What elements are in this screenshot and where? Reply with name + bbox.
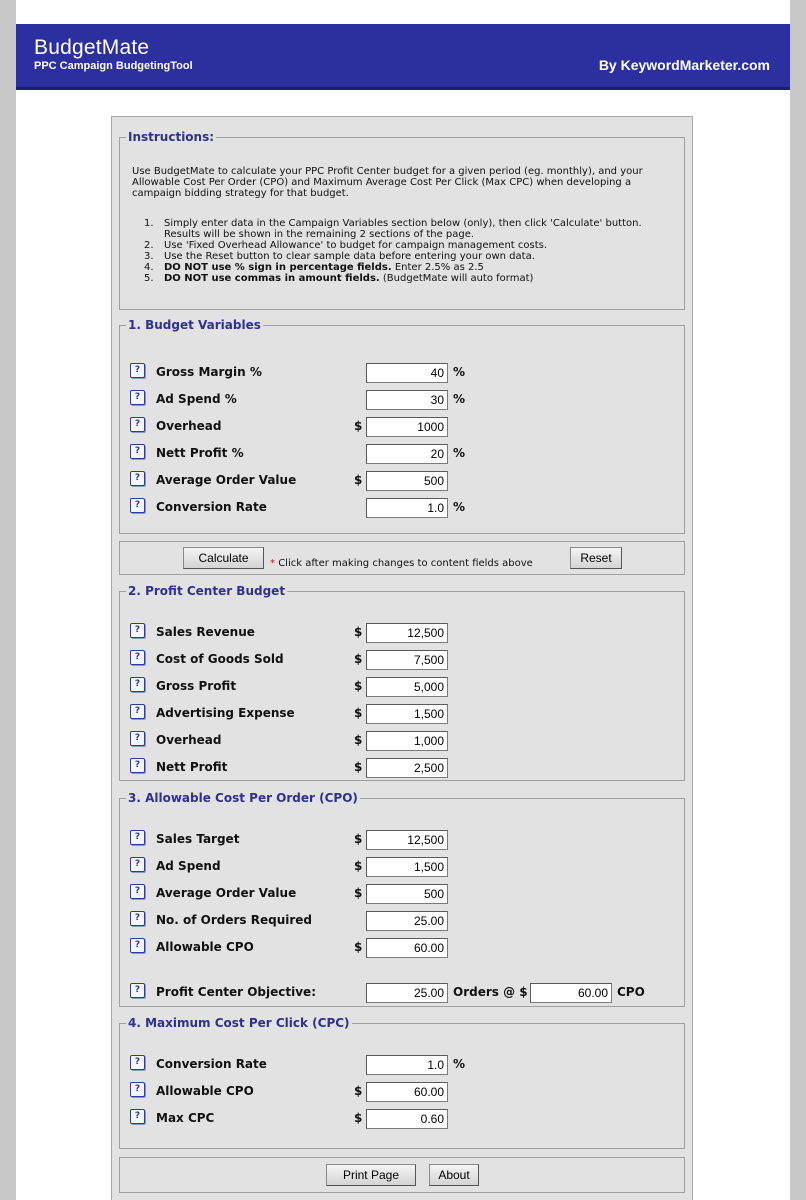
reset-button[interactable]: Reset bbox=[570, 547, 622, 569]
orders-at-label: Orders @ $ bbox=[453, 985, 528, 999]
field-label: Allowable CPO bbox=[156, 940, 254, 954]
about-button[interactable]: About bbox=[429, 1164, 479, 1186]
unit-label: % bbox=[453, 500, 466, 514]
instruction-rest: Enter 2.5% as 2.5 bbox=[391, 262, 484, 273]
conversion-rate-input[interactable] bbox=[366, 498, 448, 518]
field-row-nett-profit-result bbox=[130, 758, 670, 778]
instruction-item bbox=[144, 251, 679, 262]
instruction-text: Use 'Fixed Overhead Allowance' to budget for campaign management costs. bbox=[164, 240, 548, 251]
field-label: Average Order Value bbox=[156, 473, 297, 487]
ad-spend-input[interactable] bbox=[366, 390, 448, 410]
required-star: * bbox=[270, 558, 275, 569]
field-label: Gross Margin % bbox=[156, 365, 262, 379]
help-question-icon[interactable]: ? bbox=[130, 884, 145, 899]
field-row-nett-profit bbox=[130, 444, 670, 464]
budget-variables-legend: 1. Budget Variables bbox=[128, 318, 261, 332]
field-label: Overhead bbox=[156, 419, 222, 433]
help-question-icon[interactable]: ? bbox=[130, 1109, 145, 1124]
instruction-number: 2. bbox=[144, 240, 154, 251]
help-question-icon[interactable]: ? bbox=[130, 471, 145, 486]
objective-orders-field[interactable] bbox=[366, 983, 448, 1003]
field-row-orders-required bbox=[130, 911, 670, 931]
field-label: Nett Profit % bbox=[156, 446, 244, 460]
field-row-profit-center-objective bbox=[130, 983, 670, 1003]
cost-of-goods-sold-field[interactable] bbox=[366, 650, 448, 670]
field-row-gross-profit bbox=[130, 677, 670, 697]
field-label: Sales Revenue bbox=[156, 625, 255, 639]
field-row-max-cpc bbox=[130, 1109, 670, 1129]
currency-symbol: $ bbox=[354, 473, 363, 487]
instruction-number: 5. bbox=[144, 273, 154, 284]
field-label: No. of Orders Required bbox=[156, 913, 313, 927]
currency-symbol: $ bbox=[354, 419, 363, 433]
cpo-legend: 3. Allowable Cost Per Order (CPO) bbox=[128, 791, 358, 805]
help-question-icon[interactable]: ? bbox=[130, 623, 145, 638]
instruction-text: Simply enter data in the Campaign Variables section below (only), then click 'Calculate' button. Results will be shown in the remaining 2 sections of the page. bbox=[164, 218, 642, 240]
help-question-icon[interactable]: ? bbox=[130, 677, 145, 692]
help-question-icon[interactable]: ? bbox=[130, 650, 145, 665]
profit-center-legend: 2. Profit Center Budget bbox=[128, 584, 286, 598]
overhead-field[interactable] bbox=[366, 731, 448, 751]
help-question-icon[interactable]: ? bbox=[130, 1055, 145, 1070]
footer-bar bbox=[119, 1157, 685, 1193]
field-row-average-order-value bbox=[130, 471, 670, 491]
instruction-number: 3. bbox=[144, 251, 154, 262]
field-label: Overhead bbox=[156, 733, 222, 747]
currency-symbol: $ bbox=[354, 679, 363, 693]
average-order-value-field[interactable] bbox=[366, 884, 448, 904]
max-cpc-field[interactable] bbox=[366, 1109, 448, 1129]
field-label: Max CPC bbox=[156, 1111, 215, 1125]
field-row-cpo-average-order-value bbox=[130, 884, 670, 904]
profit-center-section bbox=[119, 584, 685, 781]
field-row-cost-of-goods-sold bbox=[130, 650, 670, 670]
field-label: Average Order Value bbox=[156, 886, 297, 900]
sales-revenue-field[interactable] bbox=[366, 623, 448, 643]
help-question-icon[interactable]: ? bbox=[130, 363, 145, 378]
cpc-conversion-rate-field[interactable] bbox=[366, 1055, 448, 1075]
field-label: Cost of Goods Sold bbox=[156, 652, 284, 666]
currency-symbol: $ bbox=[354, 832, 363, 846]
instruction-bold: DO NOT use commas in amount fields. bbox=[164, 273, 380, 284]
currency-symbol: $ bbox=[354, 625, 363, 639]
nett-profit-field[interactable] bbox=[366, 758, 448, 778]
average-order-value-input[interactable] bbox=[366, 471, 448, 491]
field-label: Advertising Expense bbox=[156, 706, 295, 720]
currency-symbol: $ bbox=[354, 886, 363, 900]
instructions-section bbox=[119, 130, 685, 310]
field-row-allowable-cpo bbox=[130, 938, 670, 958]
field-label: Nett Profit bbox=[156, 760, 228, 774]
calculator-panel bbox=[111, 116, 693, 1200]
currency-symbol: $ bbox=[354, 733, 363, 747]
instruction-number: 1. bbox=[144, 218, 154, 229]
currency-symbol: $ bbox=[354, 706, 363, 720]
instruction-item bbox=[144, 218, 679, 240]
instructions-list bbox=[144, 218, 679, 284]
calculate-button[interactable]: Calculate bbox=[183, 547, 264, 569]
field-label: Gross Profit bbox=[156, 679, 237, 693]
instruction-item bbox=[144, 262, 679, 273]
currency-symbol: $ bbox=[354, 760, 363, 774]
instruction-text bbox=[164, 273, 533, 284]
cpc-section bbox=[119, 1016, 685, 1149]
field-label: Profit Center Objective: bbox=[156, 985, 316, 999]
byline: By KeywordMarketer.com bbox=[598, 57, 770, 73]
field-row-sales-revenue bbox=[130, 623, 670, 643]
brand-title: BudgetMate bbox=[34, 36, 150, 59]
cpo-unit-label: CPO bbox=[617, 985, 645, 999]
instruction-text bbox=[164, 262, 484, 273]
help-question-icon[interactable]: ? bbox=[130, 1082, 145, 1097]
field-row-gross-margin bbox=[130, 363, 670, 383]
brand-subtitle: PPC Campaign BudgetingTool bbox=[34, 60, 193, 72]
help-question-icon[interactable]: ? bbox=[130, 704, 145, 719]
field-row-overhead-result bbox=[130, 731, 670, 751]
help-question-icon[interactable]: ? bbox=[130, 498, 145, 513]
field-row-conversion-rate bbox=[130, 498, 670, 518]
calculate-note-text: Click after making changes to content fields above bbox=[278, 558, 533, 569]
help-question-icon[interactable]: ? bbox=[130, 830, 145, 845]
currency-symbol: $ bbox=[354, 652, 363, 666]
field-label: Conversion Rate bbox=[156, 1057, 267, 1071]
unit-label: % bbox=[453, 1057, 466, 1071]
instruction-text: Use the Reset button to clear sample data before entering your own data. bbox=[164, 251, 535, 262]
field-row-advertising-expense bbox=[130, 704, 670, 724]
field-row-cpc-allowable-cpo bbox=[130, 1082, 670, 1102]
field-row-overhead bbox=[130, 417, 670, 437]
help-question-icon[interactable]: ? bbox=[130, 911, 145, 926]
instructions-intro: Use BudgetMate to calculate your PPC Profit Center budget for a given period (eg. monthly), and your Allowable Cost Per Order (CPO) and Maximum Average Cost Per Click (Max CPC) when developing a campaign bidding strategy for that budget. bbox=[132, 166, 643, 199]
field-row-cpc-conversion-rate bbox=[130, 1055, 670, 1075]
print-page-button[interactable]: Print Page bbox=[326, 1164, 416, 1186]
cpc-allowable-cpo-field[interactable] bbox=[366, 1082, 448, 1102]
advertising-expense-field[interactable] bbox=[366, 704, 448, 724]
field-row-sales-target bbox=[130, 830, 670, 850]
help-question-icon[interactable]: ? bbox=[130, 444, 145, 459]
field-label: Ad Spend bbox=[156, 859, 221, 873]
orders-required-field[interactable] bbox=[366, 911, 448, 931]
cpc-legend: 4. Maximum Cost Per Click (CPC) bbox=[128, 1016, 350, 1030]
instruction-number: 4. bbox=[144, 262, 154, 273]
field-row-ad-spend bbox=[130, 390, 670, 410]
field-label: Ad Spend % bbox=[156, 392, 237, 406]
unit-label: % bbox=[453, 392, 466, 406]
field-label: Allowable CPO bbox=[156, 1084, 254, 1098]
instruction-item bbox=[144, 240, 679, 251]
instruction-item bbox=[144, 273, 679, 284]
help-question-icon[interactable]: ? bbox=[130, 731, 145, 746]
unit-label: % bbox=[453, 365, 466, 379]
budget-variables-section bbox=[119, 318, 685, 534]
objective-cpo-field[interactable] bbox=[530, 983, 612, 1003]
instruction-rest: (BudgetMate will auto format) bbox=[379, 273, 534, 284]
cpo-section bbox=[119, 791, 685, 1007]
nett-profit-input[interactable] bbox=[366, 444, 448, 464]
calculate-note bbox=[270, 558, 533, 569]
allowable-cpo-field[interactable] bbox=[366, 938, 448, 958]
gross-margin-input[interactable] bbox=[366, 363, 448, 383]
field-label: Conversion Rate bbox=[156, 500, 267, 514]
help-question-icon[interactable]: ? bbox=[130, 417, 145, 432]
unit-label: % bbox=[453, 446, 466, 460]
help-question-icon[interactable]: ? bbox=[130, 938, 145, 953]
sales-target-field[interactable] bbox=[366, 830, 448, 850]
gross-profit-field[interactable] bbox=[366, 677, 448, 697]
currency-symbol: $ bbox=[354, 1111, 363, 1125]
instructions-legend: Instructions: bbox=[128, 130, 215, 144]
help-question-icon[interactable]: ? bbox=[130, 758, 145, 773]
help-question-icon[interactable]: ? bbox=[130, 857, 145, 872]
currency-symbol: $ bbox=[354, 940, 363, 954]
instruction-bold: DO NOT use % sign in percentage fields. bbox=[164, 262, 392, 273]
field-row-cpo-ad-spend bbox=[130, 857, 670, 877]
ad-spend-field[interactable] bbox=[366, 857, 448, 877]
app-header bbox=[16, 24, 790, 90]
overhead-input[interactable] bbox=[366, 417, 448, 437]
currency-symbol: $ bbox=[354, 859, 363, 873]
field-label: Sales Target bbox=[156, 832, 240, 846]
calculate-bar bbox=[119, 541, 685, 575]
currency-symbol: $ bbox=[354, 1084, 363, 1098]
help-question-icon[interactable]: ? bbox=[130, 983, 145, 998]
help-question-icon[interactable]: ? bbox=[130, 390, 145, 405]
